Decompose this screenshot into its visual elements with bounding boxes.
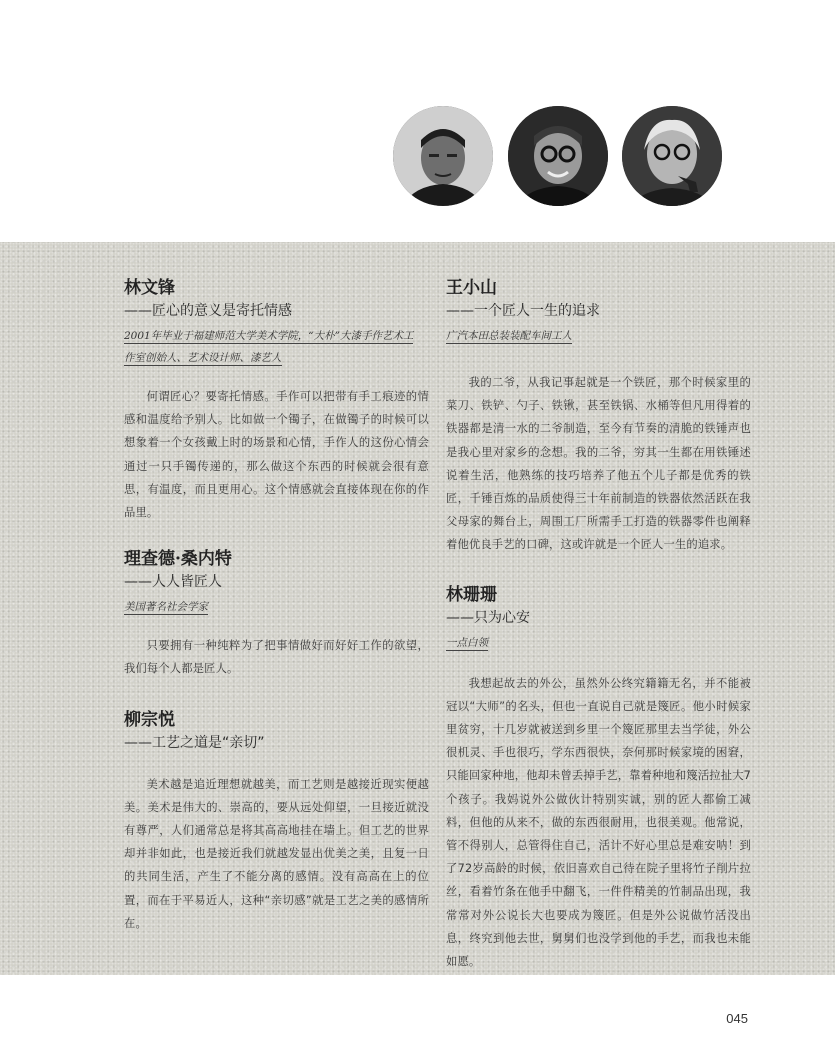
profile-yanagi-soetsu xyxy=(124,708,429,935)
quote-title: ——工艺之道是“亲切” xyxy=(124,734,265,751)
quote-body: 美术越是追近理想就越美，而工艺则是越接近现实便越美。美术是伟大的、崇高的，要从远处仰望，一旦接近就没有尊严，人们通常总是将其高高地挂在墙上。但工艺的世界却并非如此，也是接近我们就越发显出优美之美，且复一日的共同生活，产生了不能分离的感情。没有高高在上的位置，而在于平易近人，这种“亲切感”就是工艺之美的感情所在。 xyxy=(124,777,429,930)
person-credit: 2001年毕业于福建师范大学美术学院，“大朴”大漆手作艺术工 xyxy=(124,330,414,342)
quote-body: 何谓匠心？要寄托情感。手作可以把带有手工痕迹的情感和温度给予别人。比如做一个镯子，在做镯子的时候可以想象着一个女孩戴上时的场景和心情，手作人的这份心情会通过一只手镯传递的，那么做这个东西的时候就会很有意思，有温度，而且更用心。这个情感就会直接体现在你的作品里。 xyxy=(124,390,429,520)
quote-title: ——一个匠人一生的追求 xyxy=(446,303,600,319)
page-number: 045 xyxy=(726,1011,748,1026)
person-credit: 一点白领 xyxy=(446,636,488,649)
quote-body: 只要拥有一种纯粹为了把事情做好而好好工作的欲望，我们每个人都是匠人。 xyxy=(124,639,429,676)
right-column xyxy=(446,276,751,973)
person-credit: 广汽本田总装装配车间工人 xyxy=(446,330,572,342)
person-name: 林珊珊 xyxy=(446,584,497,605)
person-credit: 美国著名社会学家 xyxy=(124,601,208,614)
person-portrait-icon xyxy=(393,106,493,206)
quote-body: 我的二爷，从我记事起就是一个铁匠，那个时候家里的菜刀、铁铲、勺子、铁锹，甚至铁锅、水桶等但凡用得着的铁器都是清一水的二爷制造，至今有节奏的清脆的铁锤声也是我心里对家乡的念想。我的二爷，穷其一生都在用铁锤述说着生活，他熟练的技巧培养了他五个儿子都是优秀的铁匠，千锤百炼的品质使得三十年前制造的铁器依然活跃在我父母家的舞台上，周围工厂所需手工打造的铁器零件也阐释着他优良手艺的口碑，这或许就是一个匠人一生的追求。 xyxy=(446,376,751,552)
portrait-1 xyxy=(393,106,493,206)
quote-title: ——人人皆匠人 xyxy=(124,574,222,591)
profile-richard-sennett xyxy=(124,547,429,680)
left-column xyxy=(124,276,429,935)
quote-title: ——匠心的意义是寄托情感 xyxy=(124,303,292,319)
portrait-2 xyxy=(508,106,608,206)
person-portrait-icon xyxy=(508,106,608,206)
quote-title: ——只为心安 xyxy=(446,609,530,626)
profile-lin-shanshan xyxy=(446,583,751,974)
person-name: 王小山 xyxy=(446,278,497,298)
person-name: 柳宗悦 xyxy=(124,709,175,730)
person-name: 理查德·桑内特 xyxy=(124,549,232,570)
profile-wang-xiaoshan xyxy=(446,276,751,557)
portrait-3 xyxy=(622,106,722,206)
quote-body: 我想起故去的外公，虽然外公终究籍籍无名，并不能被冠以“大师”的名头，但也一直说自己就是篾匠。他小时候家里贫穷，十几岁就被送到乡里一个篾匠那里去当学徒，外公很机灵、手也很巧，学东西很快，奈何那时候家境的困窘，只能回家种地，他却未曾丢掉手艺，靠着种地和篾活拉扯大7个孩子。我妈说外公做伙计特别实诚，别的匠人都偷工减料，但他的从来不，做的东西很耐用，也很美观。他常说，管不得别人，总管得住自己，活计不好心里总是难安呐！到了72岁高龄的时候，依旧喜欢自己待在院子里将竹子削片拉丝，看着竹条在他手中翻飞，一件件精美的竹制品出现，我常常对外公说长大也要成为篾匠。但是外公说做竹活没出息，终究到他去世，舅舅们也没学到他的手艺，而我也未能如愿。 xyxy=(446,676,751,969)
profile-lin-wenfeng xyxy=(124,276,429,524)
person-portrait-icon xyxy=(622,106,722,206)
person-name: 林文锋 xyxy=(124,278,175,298)
person-credit-continued: 作室创始人、艺术设计师、漆艺人 xyxy=(124,352,282,364)
